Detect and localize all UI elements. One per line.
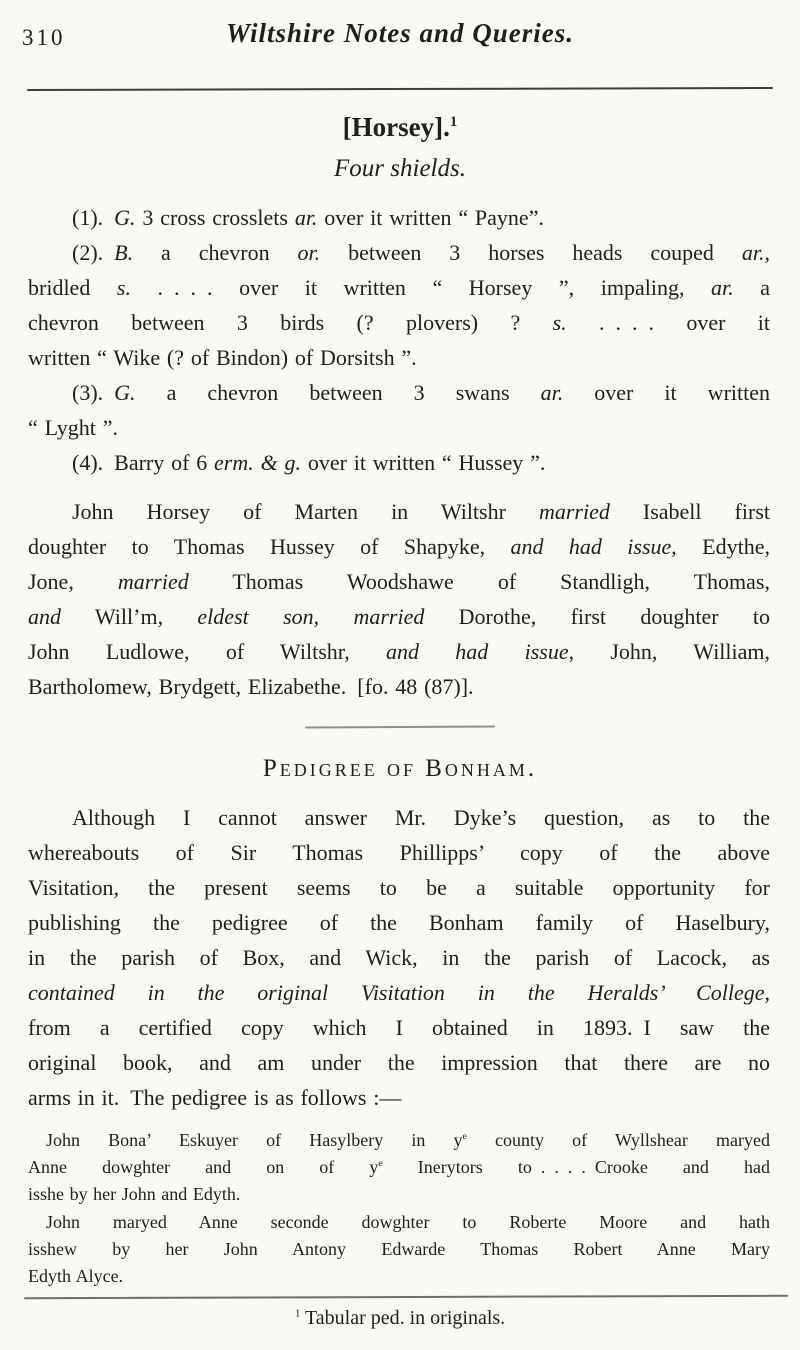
pedigree-paragraph-1 bbox=[28, 1127, 770, 1208]
horsey-paragraph bbox=[28, 494, 770, 704]
text-line: written “ Wike (? of Bindon) of Dorsitsh ”. bbox=[28, 345, 417, 370]
text-line: contained in the original Visitation in the Heralds’ College, bbox=[28, 980, 770, 1005]
text-line: and Will’m, eldest son, married Dorothe, first doughter to bbox=[28, 604, 770, 629]
page-header bbox=[0, 0, 800, 72]
text-line: bridled s. . . . . over it written “ Horsey ”, impaling, ar. a bbox=[28, 275, 770, 300]
text-line: “ Lyght ”. bbox=[28, 415, 119, 440]
text-line: from a certified copy which I obtained in 1893. I saw the bbox=[28, 1015, 770, 1040]
text-line: Anne dowghter and on of $y^e$ Inerytors to . . . . Crooke and had bbox=[28, 1157, 770, 1177]
text-line: original book, and am under the impression that there are no bbox=[28, 1050, 770, 1075]
text-line: whereabouts of Sir Thomas Phillipps’ copy of the above bbox=[28, 840, 770, 865]
text-line: in the parish of Box, and Wick, in the parish of Lacock, as bbox=[28, 945, 770, 970]
footnote-rule bbox=[24, 1295, 788, 1299]
bonham-paragraph bbox=[28, 800, 770, 1115]
page-number: 310 bbox=[22, 25, 66, 50]
header-rule bbox=[27, 87, 773, 91]
section-divider bbox=[305, 726, 495, 729]
text-line: arms in it. The pedigree is as follows :— bbox=[28, 1085, 402, 1110]
text-line: Edyth Alyce. bbox=[28, 1266, 124, 1286]
footnote: $^1$ Tabular ped. in originals. bbox=[294, 1307, 506, 1329]
text-line: Visitation, the present seems to be a suitable opportunity for bbox=[28, 875, 770, 900]
text-line: John maryed Anne seconde dowghter to Roberte Moore and hath bbox=[46, 1212, 770, 1232]
text-line: John Ludlowe, of Wiltshr, and had issue, John, William, bbox=[28, 639, 771, 664]
pedigree-paragraph-2 bbox=[28, 1209, 770, 1290]
section-heading: Pedigree of Bonham. bbox=[262, 755, 538, 782]
running-title: Wiltshire Notes and Queries. bbox=[225, 18, 575, 48]
article-title: [Horsey].$^1$ bbox=[342, 112, 458, 142]
text-line: Bartholomew, Brydgett, Elizabethe. [fo. 48 (87)]. bbox=[28, 674, 474, 699]
text-line: isshew by her John Antony Edwarde Thomas Robert Anne Mary bbox=[28, 1239, 770, 1259]
article-subtitle: Four shields. bbox=[334, 155, 466, 182]
text-line: Although I cannot answer Mr. Dyke’s question, as to the bbox=[72, 805, 770, 830]
text-line: chevron between 3 birds (? plovers) ? s. . . . . over it bbox=[28, 310, 770, 335]
text-line: (1). G. 3 cross crosslets ar. over it written “ Payne”. bbox=[72, 205, 544, 230]
text-line: (3). G. a chevron between 3 swans ar. over it written bbox=[72, 380, 770, 405]
text-line: Jone, married Thomas Woodshawe of Standligh, Thomas, bbox=[28, 569, 770, 594]
text-line: doughter to Thomas Hussey of Shapyke, and had issue, Edythe, bbox=[28, 534, 770, 559]
text-line: John Bona’ Eskuyer of Hasylbery in $y^e$ county of Wyllshear maryed bbox=[46, 1130, 770, 1150]
shield-list bbox=[28, 200, 770, 480]
text-line: (2). B. a chevron or. between 3 horses heads couped ar., bbox=[72, 240, 770, 265]
text-line: John Horsey of Marten in Wiltshr married Isabell first bbox=[72, 499, 770, 524]
text-line: publishing the pedigree of the Bonham family of Haselbury, bbox=[28, 910, 770, 935]
text-line: isshe by her John and Edyth. bbox=[28, 1184, 241, 1204]
text-line: (4). Barry of 6 erm. & g. over it written “ Hussey ”. bbox=[72, 450, 546, 475]
